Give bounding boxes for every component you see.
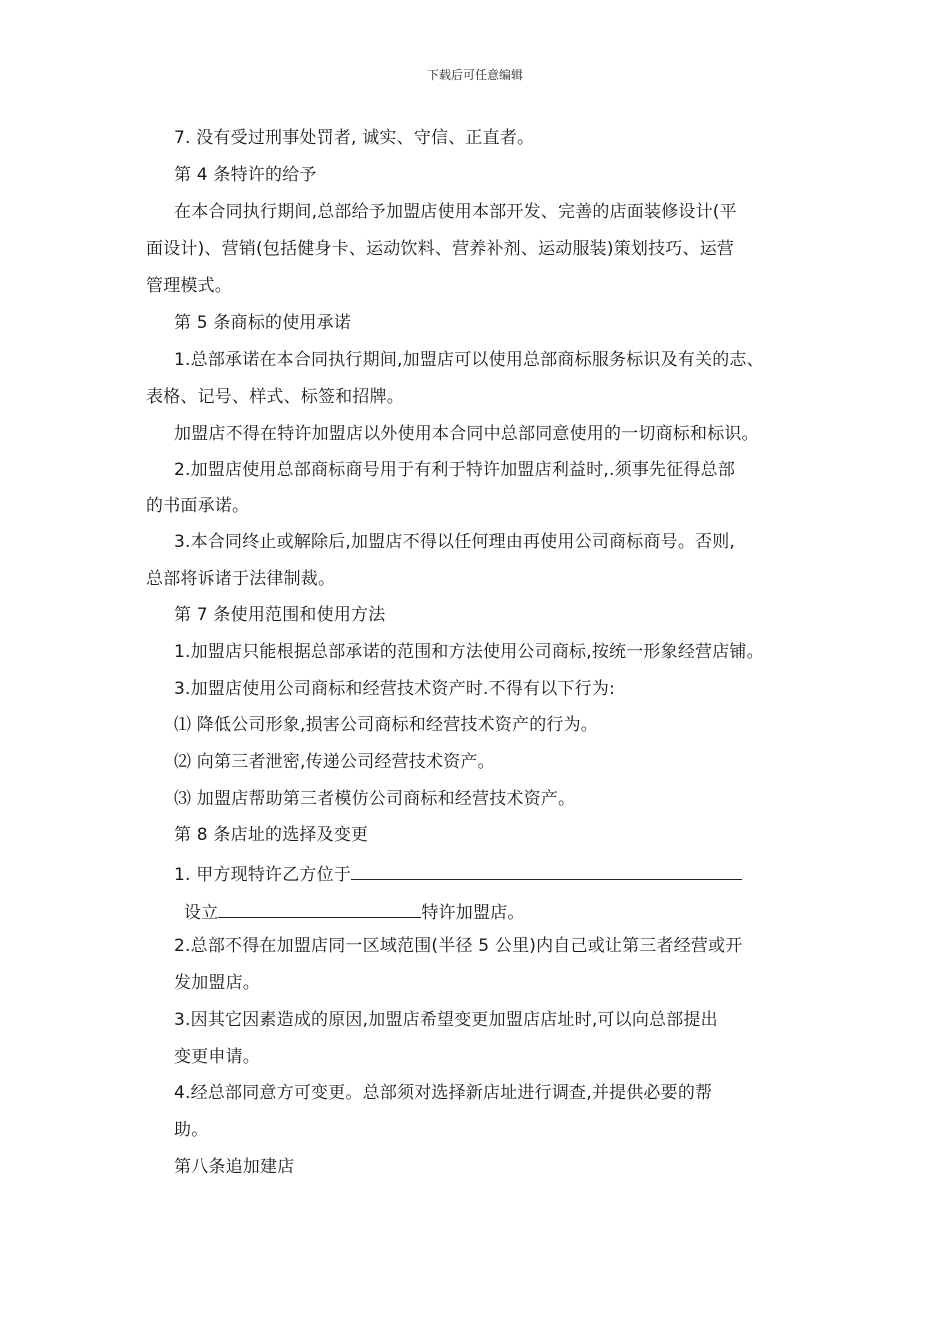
clause-line: ⑵ 向第三者泄密,传递公司经营技术资产。: [174, 752, 495, 772]
clause-line: 3.本合同终止或解除后,加盟店不得以任何理由再使用公司商标商号。否则,: [174, 532, 736, 552]
clause-line: 总部将诉诸于法律制裁。: [146, 569, 336, 589]
clause-text: 特许加盟店。: [421, 903, 525, 923]
clause-line: 2.加盟店使用总部商标商号用于有利于特许加盟店利益时,.须事先征得总部: [174, 460, 736, 480]
clause-line: 表格、记号、样式、标签和招牌。: [146, 387, 404, 407]
clause-line: 1.总部承诺在本合同执行期间,加盟店可以使用总部商标服务标识及有关的志、: [174, 350, 764, 370]
clause-text: 设立: [184, 903, 219, 923]
clause-line: 管理模式。: [146, 276, 232, 296]
clause-text: 1. 甲方现特许乙方位于: [174, 865, 352, 885]
clause-line: 发加盟店。: [174, 973, 260, 993]
fill-in-blank: [218, 899, 421, 918]
article-heading: 第 5 条商标的使用承诺: [174, 313, 352, 333]
clause-line: 面设计)、营销(包括健身卡、运动饮料、营养补剂、运动服装)策划技巧、运营: [146, 239, 735, 259]
clause-line: ⑴ 降低公司形象,损害公司商标和经营技术资产的行为。: [174, 715, 599, 735]
clause-line: 3.加盟店使用公司商标和经营技术资产时.不得有以下行为:: [174, 679, 615, 699]
clause-line: 加盟店不得在特许加盟店以外使用本合同中总部同意使用的一切商标和标识。: [174, 424, 759, 444]
clause-line: 变更申请。: [174, 1047, 260, 1067]
fill-in-blank: [351, 861, 742, 880]
clause-line: [174, 861, 742, 886]
article-heading: 第 8 条店址的选择及变更: [174, 825, 369, 845]
clause-line: 4.经总部同意方可变更。总部须对选择新店址进行调查,并提供必要的帮: [174, 1083, 713, 1103]
article-heading: 第八条追加建店: [174, 1157, 295, 1177]
clause-line: 助。: [174, 1120, 209, 1140]
clause-line: 1.加盟店只能根据总部承诺的范围和方法使用公司商标,按统一形象经营店铺。: [174, 642, 764, 662]
clause-line: ⑶ 加盟店帮助第三者模仿公司商标和经营技术资产。: [174, 789, 576, 809]
clause-line: [184, 899, 525, 924]
page-header: 下载后可任意编辑: [426, 68, 523, 82]
article-heading: 第 4 条特许的给予: [174, 165, 317, 185]
clause-line: 2.总部不得在加盟店同一区域范围(半径 5 公里)内自己或让第三者经营或开: [174, 936, 743, 956]
article-heading: 第 7 条使用范围和使用方法: [174, 605, 386, 625]
clause-line: 在本合同执行期间,总部给予加盟店使用本部开发、完善的店面装修设计(平: [174, 202, 737, 222]
clause-line: 3.因其它因素造成的原因,加盟店希望变更加盟店店址时,可以向总部提出: [174, 1010, 718, 1030]
clause-line: 7. 没有受过刑事处罚者, 诚实、守信、正直者。: [174, 128, 535, 148]
clause-line: 的书面承诺。: [146, 496, 250, 516]
